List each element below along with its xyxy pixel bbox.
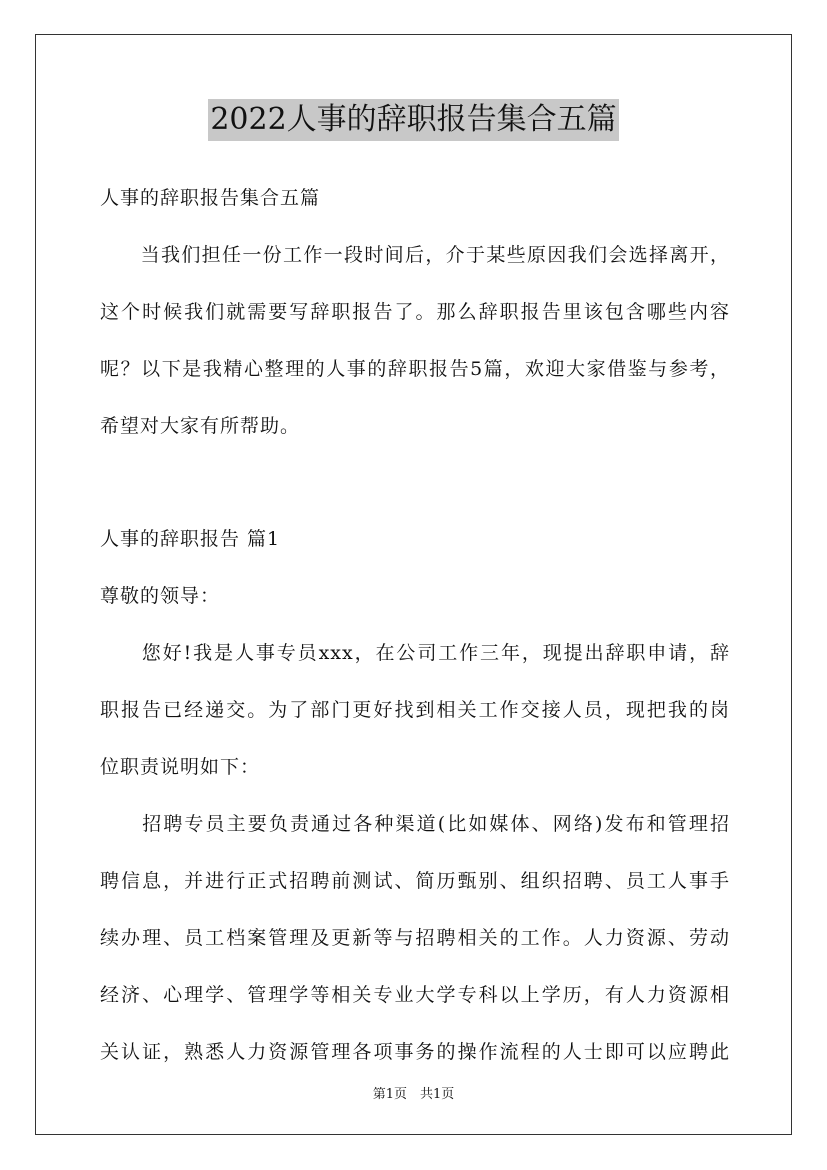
spacer — [100, 455, 730, 511]
paragraph-line: 聘信息，并进行正式招聘前测试、简历甄别、组织招聘、员工人事手 — [100, 870, 730, 892]
page-footer: 第1页 共1页 — [372, 1087, 455, 1102]
paragraph-line: 职报告已经递交。为了部门更好找到相关工作交接人员，现把我的岗 — [100, 699, 730, 721]
paragraph-line: 招聘专员主要负责通过各种渠道(比如媒体、网络)发布和管理招 — [100, 813, 730, 835]
section-heading: 人事的辞职报告 篇1 — [100, 528, 281, 550]
salutation-line: 尊敬的领导： — [100, 585, 221, 607]
paragraph-line: 您好!我是人事专员xxx，在公司工作三年，现提出辞职申请，辞 — [100, 642, 730, 664]
paragraph-line: 经济、心理学、管理学等相关专业大学专科以上学历，有人力资源相 — [100, 984, 730, 1006]
document-body — [100, 170, 730, 1081]
paragraph-line: 呢？以下是我精心整理的人事的辞职报告5篇，欢迎大家借鉴与参考， — [100, 358, 730, 380]
paragraph-line: 位职责说明如下： — [100, 756, 261, 778]
document-title: 2022人事的辞职报告集合五篇 — [208, 99, 618, 141]
paragraph-line: 希望对大家有所帮助。 — [100, 415, 301, 437]
paragraph-line: 关认证，熟悉人力资源管理各项事务的操作流程的人士即可以应聘此 — [100, 1041, 730, 1063]
title-container — [0, 99, 827, 141]
paragraph-line: 当我们担任一份工作一段时间后，介于某些原因我们会选择离开， — [100, 244, 730, 266]
subtitle-line: 人事的辞职报告集合五篇 — [100, 187, 321, 209]
paragraph-line: 续办理、员工档案管理及更新等与招聘相关的工作。人力资源、劳动 — [100, 927, 730, 949]
paragraph-line: 这个时候我们就需要写辞职报告了。那么辞职报告里该包含哪些内容 — [100, 301, 730, 323]
